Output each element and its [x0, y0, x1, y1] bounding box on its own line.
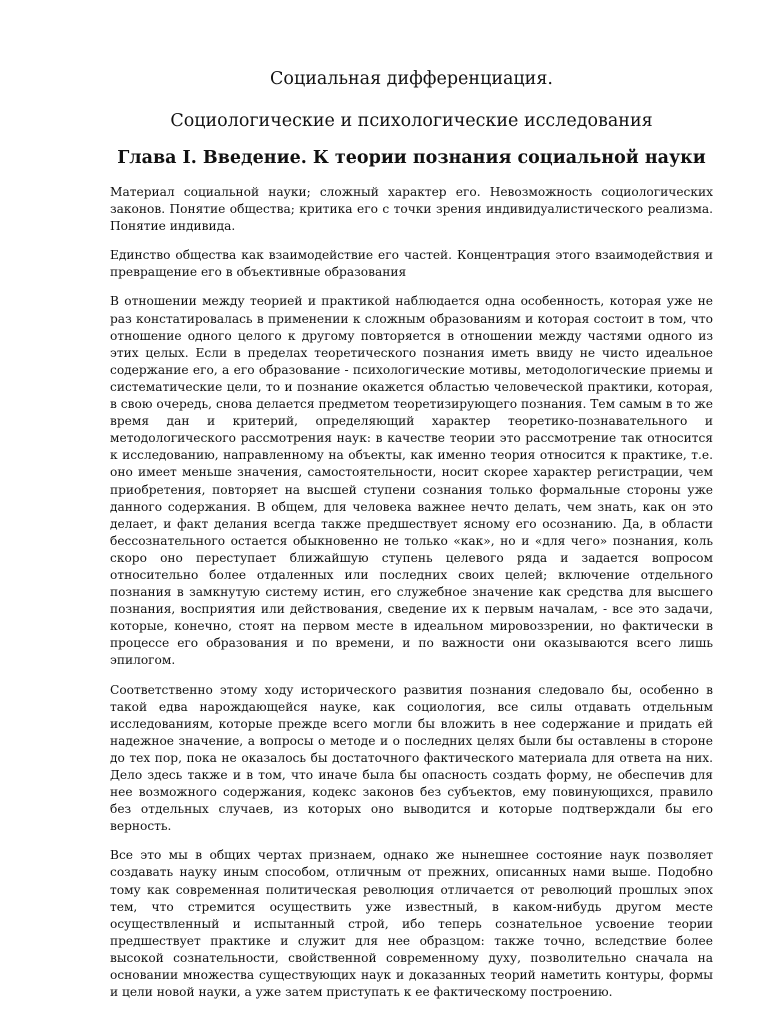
body-paragraph: В отношении между теорией и практикой наблюдается одна особенность, которая уже не раз констатировалась в применении к сложным образованиям и которая состоит в том, что отношение одного целого к другому повторяется в отношении между частями одного из этих целых. Если в пределах теоретического познания иметь ввиду не чисто идеальное содержание его, а его образование - психологические мотивы, методологические приемы и систематические цели, то и познание окажется областью человеческой практики, которая, в свою очередь, снова делается предметом теоретизирующего познания. Тем самым в то же время дан и критерий, определяющий характер теоретико-познавательного и методологического рассмотрения наук: в качестве теории это рассмотрение так относится к исследованию, направленному на объекты, как именно теория относится к практике, т.е. оно имеет меньше значения, самостоятельности, носит скорее характер регистрации, чем приобретения, повторяет на высшей ступени сознания только формальные стороны уже данного содержания. В общем, для человека важнее нечто делать, чем знать, как он это делает, и факт делания всегда также предшествует ясному его осознанию. Да, в области бессознательного остается обыкновенно не только «как», но и «для чего» познания, коль скоро оно переступает ближайшую ступень целевого ряда и задается вопросом относительно более отдаленных или последних своих целей; включение отдельного познания в замкнутую систему истин, его служебное значение как средства для высшего познания, восприятия или действования, сведение их к первым началам, - все это задачи, которые, конечно, стоят на первом месте в идеальном мировоззрении, но фактически в процессе его образования и по времени, и по важности они оказываются всего лишь эпилогом. [110, 294, 713, 668]
chapter-heading: Глава I. Введение. К теории познания социальной науки [117, 148, 706, 168]
body-paragraph: Соответственно этому ходу исторического развития познания следовало бы, особенно в такой едва нарождающейся науке, как социология, все силы отдавать отдельным исследованиям, которые прежде всего могли бы вложить в нее содержание и придать ей надежное значение, а вопросы о методе и о последних целях были бы оставлены в стороне до тех пор, пока не оказалось бы достаточного фактического материала для ответа на них. Дело здесь также и в том, что иначе была бы опасность создать форму, не обеспечив для нее возможного содержания, кодекс законов без субъектов, ему повинующихся, правило без отдельных случаев, из которых оно выводится и которые подтверждали бы его верность. [110, 682, 713, 834]
body-paragraph: Все это мы в общих чертах признаем, однако же нынешнее состояние наук позволяет создавать науку иным способом, отличным от прежних, описанных нами выше. Подобно тому как современная политическая революция отличается от революций прошлых эпох тем, что стремится осуществить уже известный, в каком-нибудь другом месте осуществленный и испытанный строй, ибо теперь сознательное усвоение теории предшествует практике и служит для нее образцом: также точно, вследствие более высокой сознательности, свойственной современному духу, позволительно сначала на основании множества существующих наук и доказанных теорий наметить контуры, формы и цели новой науки, а уже затем приступать к ее фактическому построению. [110, 848, 713, 1000]
chapter-summary-paragraph: Материал социальной науки; сложный характер его. Невозможность социологических законов. Понятие общества; критика его с точки зрения индивидуалистического реализма. Понятие индивида. [110, 185, 713, 234]
section-summary-paragraph: Единство общества как взаимодействие его частей. Концентрация этого взаимодействия и превращение его в объективные образования [110, 248, 713, 280]
document-title: Социальная дифференциация. [270, 69, 553, 89]
document-subtitle: Социологические и психологические исследования [170, 111, 653, 131]
